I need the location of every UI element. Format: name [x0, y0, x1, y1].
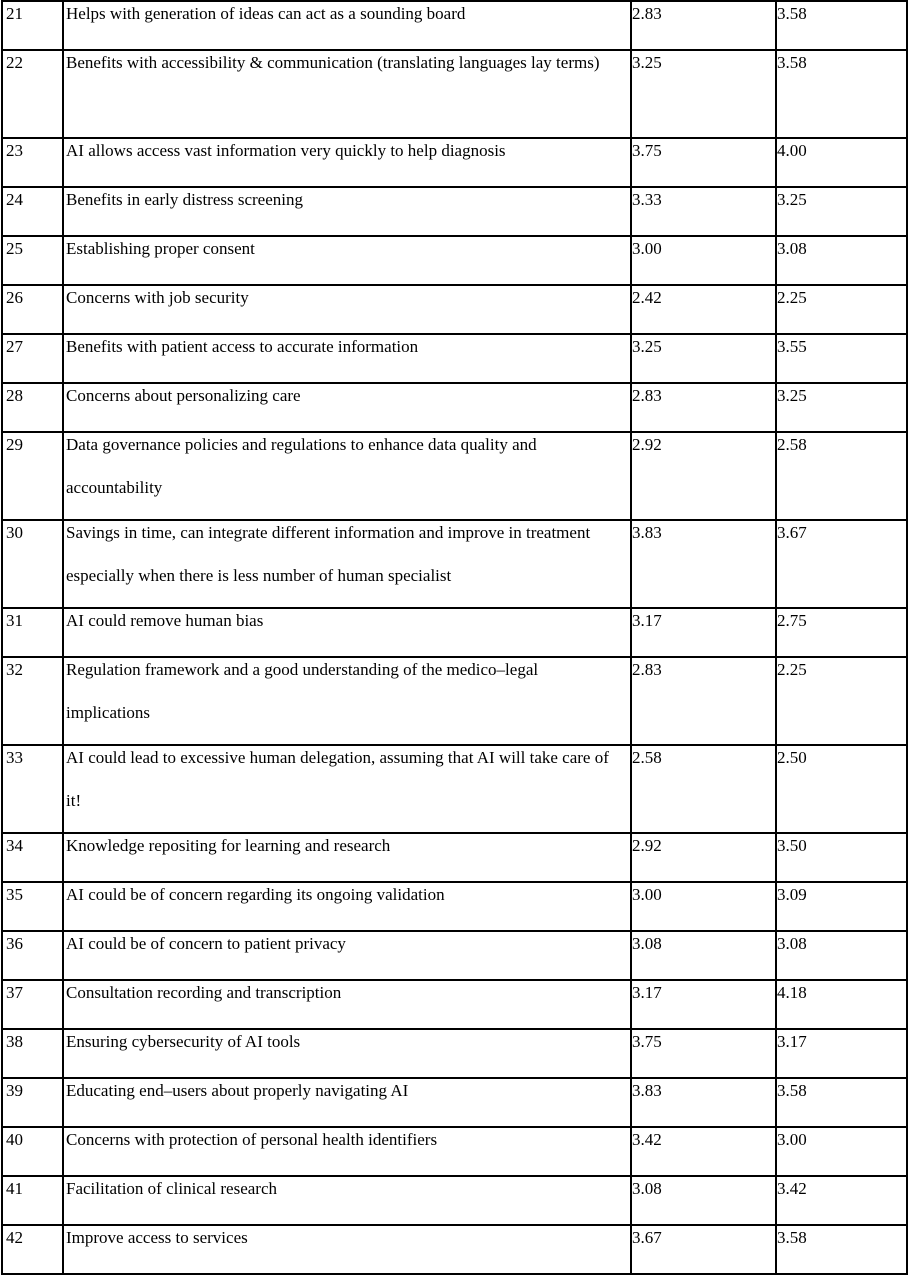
row-score-a-text: 3.33: [632, 190, 662, 209]
row-item-cell: [63, 745, 631, 833]
table-row: [2, 657, 907, 745]
row-score-b-text: 2.25: [777, 660, 807, 679]
row-number-text: 26: [6, 288, 23, 307]
row-item-text: Knowledge repositing for learning and research: [66, 836, 391, 855]
row-number-text: 21: [6, 4, 23, 23]
row-score-a-text: 3.25: [632, 53, 662, 72]
row-number-text: 31: [6, 611, 23, 630]
row-number-text: 41: [6, 1179, 23, 1198]
row-score-a-text: 3.25: [632, 337, 662, 356]
row-number-cell: [2, 657, 63, 745]
data-table: [1, 0, 908, 1275]
row-item-text: Improve access to services: [66, 1228, 248, 1247]
row-item-text: AI could remove human bias: [66, 611, 264, 630]
row-item-cell: [63, 50, 631, 138]
row-score-a-text: 2.42: [632, 288, 662, 307]
row-item-text: Benefits in early distress screening: [66, 190, 303, 209]
row-score-b-cell: [776, 432, 907, 520]
row-item-text: AI could be of concern to patient privacy: [66, 934, 346, 953]
row-score-b-text: 3.50: [777, 836, 807, 855]
table-row: [2, 432, 907, 520]
row-score-b-cell: [776, 745, 907, 833]
row-number-text: 29: [6, 435, 23, 454]
table-row: [2, 50, 907, 138]
row-score-b-text: 2.58: [777, 435, 807, 454]
row-number-cell: [2, 50, 63, 138]
row-item-text: Educating end–users about properly navigating AI: [66, 1081, 409, 1100]
row-score-b-cell: [776, 50, 907, 138]
row-score-b-text: 3.55: [777, 337, 807, 356]
row-item-text: Benefits with accessibility & communication (translating languages lay terms): [66, 53, 600, 72]
row-number-text: 23: [6, 141, 23, 160]
row-score-a-cell: [631, 520, 776, 608]
row-item-cell: [63, 657, 631, 745]
row-number-text: 27: [6, 337, 23, 356]
row-score-a-text: 3.75: [632, 1032, 662, 1051]
row-score-b-text: 2.25: [777, 288, 807, 307]
row-number-text: 22: [6, 53, 23, 72]
row-score-a-text: 3.17: [632, 611, 662, 630]
row-score-a-text: 3.42: [632, 1130, 662, 1149]
row-score-a-text: 3.00: [632, 885, 662, 904]
row-score-b-text: 3.58: [777, 53, 807, 72]
row-item-cell: [63, 520, 631, 608]
row-number-text: 40: [6, 1130, 23, 1149]
row-score-b-text: 3.09: [777, 885, 807, 904]
row-score-a-text: 3.08: [632, 934, 662, 953]
row-item-text: Concerns with job security: [66, 288, 249, 307]
row-item-text: Benefits with patient access to accurate information: [66, 337, 419, 356]
row-number-text: 35: [6, 885, 23, 904]
row-score-a-text: 2.83: [632, 660, 662, 679]
row-number-text: 38: [6, 1032, 23, 1051]
table-body: [2, 1, 907, 1274]
row-score-a-text: 2.83: [632, 386, 662, 405]
row-score-a-text: 3.67: [632, 1228, 662, 1247]
row-score-b-text: 2.75: [777, 611, 807, 630]
row-number-cell: [2, 1225, 63, 1274]
row-item-cell: [63, 1225, 631, 1274]
row-score-a-cell: [631, 432, 776, 520]
row-item-text: Concerns about personalizing care: [66, 386, 301, 405]
row-item-text: Consultation recording and transcription: [66, 983, 342, 1002]
row-number-text: 25: [6, 239, 23, 258]
row-item-cell: [63, 432, 631, 520]
row-score-b-cell: [776, 657, 907, 745]
row-score-a-cell: [631, 1225, 776, 1274]
row-number-text: 28: [6, 386, 23, 405]
row-item-text: Regulation framework and a good understanding of the medico–legal implications: [66, 660, 539, 722]
row-score-a-text: 3.00: [632, 239, 662, 258]
row-score-a-text: 2.92: [632, 836, 662, 855]
row-score-b-text: 3.08: [777, 934, 807, 953]
row-number-cell: [2, 432, 63, 520]
row-score-b-cell: [776, 520, 907, 608]
row-score-b-text: 3.42: [777, 1179, 807, 1198]
row-score-a-text: 3.08: [632, 1179, 662, 1198]
table-row: [2, 520, 907, 608]
row-score-a-text: 3.75: [632, 141, 662, 160]
row-number-text: 32: [6, 660, 23, 679]
row-item-text: Establishing proper consent: [66, 239, 255, 258]
row-score-b-text: 2.50: [777, 748, 807, 767]
row-score-b-text: 3.08: [777, 239, 807, 258]
row-score-b-text: 3.58: [777, 4, 807, 23]
row-number-text: 39: [6, 1081, 23, 1100]
row-score-a-text: 3.83: [632, 1081, 662, 1100]
row-score-b-cell: [776, 1225, 907, 1274]
row-score-b-text: 3.67: [777, 523, 807, 542]
row-item-text: AI could be of concern regarding its ongoing validation: [66, 885, 445, 904]
table-row: [2, 1225, 907, 1274]
row-score-a-text: 2.83: [632, 4, 662, 23]
table-row: [2, 745, 907, 833]
row-score-a-text: 3.17: [632, 983, 662, 1002]
row-number-text: 34: [6, 836, 23, 855]
row-number-cell: [2, 520, 63, 608]
row-score-b-text: 3.25: [777, 386, 807, 405]
row-item-text: Facilitation of clinical research: [66, 1179, 277, 1198]
row-number-text: 30: [6, 523, 23, 542]
row-score-b-text: 3.58: [777, 1228, 807, 1247]
row-item-text: AI could lead to excessive human delegation, assuming that AI will take care of it!: [66, 748, 609, 810]
row-item-text: Helps with generation of ideas can act as a sounding board: [66, 4, 466, 23]
row-number-text: 37: [6, 983, 23, 1002]
row-score-a-text: 2.58: [632, 748, 662, 767]
row-score-b-text: 3.00: [777, 1130, 807, 1149]
row-number-cell: [2, 745, 63, 833]
row-item-text: Data governance policies and regulations to enhance data quality and accountability: [66, 435, 537, 497]
row-number-text: 33: [6, 748, 23, 767]
row-score-a-text: 2.92: [632, 435, 662, 454]
row-score-b-text: 3.58: [777, 1081, 807, 1100]
row-score-b-text: 4.18: [777, 983, 807, 1002]
row-number-text: 24: [6, 190, 23, 209]
row-score-b-text: 4.00: [777, 141, 807, 160]
row-score-b-text: 3.17: [777, 1032, 807, 1051]
row-item-text: Concerns with protection of personal health identifiers: [66, 1130, 438, 1149]
row-number-text: 36: [6, 934, 23, 953]
row-item-text: Ensuring cybersecurity of AI tools: [66, 1032, 301, 1051]
row-number-text: 42: [6, 1228, 23, 1247]
row-item-text: AI allows access vast information very quickly to help diagnosis: [66, 141, 506, 160]
row-score-a-cell: [631, 50, 776, 138]
row-score-a-cell: [631, 657, 776, 745]
row-item-text: Savings in time, can integrate different information and improve in treatment especially when there is less number of human specialist: [66, 523, 591, 585]
row-score-a-text: 3.83: [632, 523, 662, 542]
row-score-b-text: 3.25: [777, 190, 807, 209]
row-score-a-cell: [631, 745, 776, 833]
